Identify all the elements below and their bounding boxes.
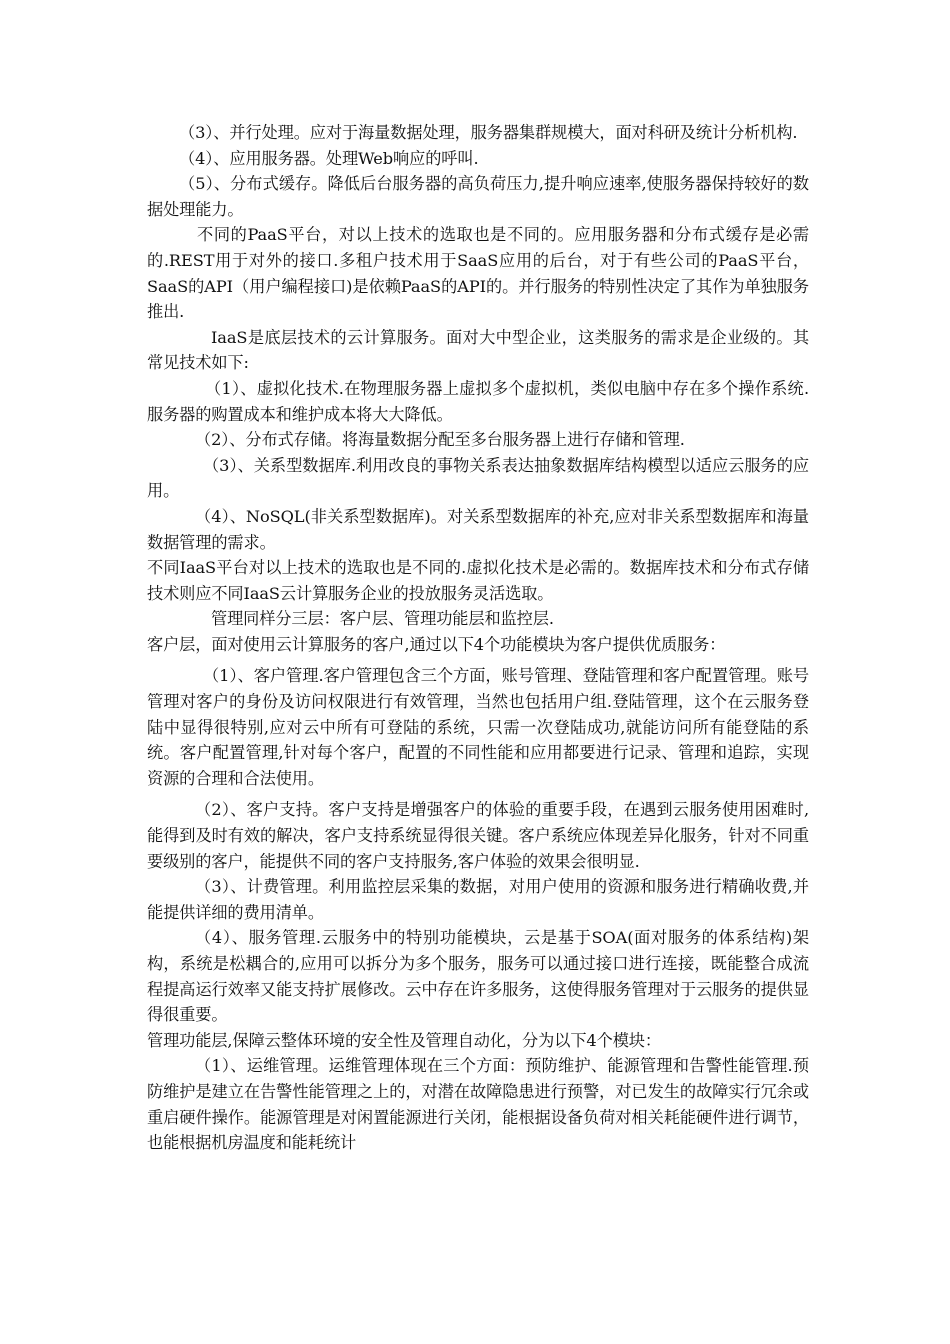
- paragraph: （2）、客户支持。客户支持是增强客户的体验的重要手段，在遇到云服务使用困难时,能得到及时有效的解决，客户支持系统显得很关键。客户系统应体现差异化服务，针对不同重要级别的客户，能提供不同的客户支持服务,客户体验的效果会很明显.: [147, 800, 809, 871]
- paragraph: （2）、分布式存储。将海量数据分配至多台服务器上进行存储和管理.: [195, 430, 685, 450]
- paragraph: （5）、分布式缓存。降低后台服务器的高负荷压力,提升响应速率,使服务器保持较好的数据处理能力。: [147, 174, 809, 219]
- document-body: [147, 120, 809, 1156]
- paragraph: （3）、计费管理。利用监控层采集的数据，对用户使用的资源和服务进行精确收费,并能提供详细的费用清单。: [147, 877, 809, 922]
- paragraph: 管理同样分三层：客户层、管理功能层和监控层.: [211, 609, 554, 629]
- paragraph: （3）、关系型数据库.利用改良的事物关系表达抽象数据库结构模型以适应云服务的应用。: [147, 455, 809, 501]
- paragraph: 管理功能层,保障云整体环境的安全性及管理自动化，分为以下4个模块：: [147, 1030, 661, 1050]
- paragraph: 不同IaaS平台对以上技术的选取也是不同的.虚拟化技术是必需的。数据库技术和分布式存储技术则应不同IaaS云计算服务企业的投放服务灵活选取。: [147, 558, 809, 603]
- paragraph: 客户层，面对使用云计算服务的客户,通过以下4个功能模块为客户提供优质服务：: [147, 634, 726, 654]
- paragraph: IaaS是底层技术的云计算服务。面对大中型企业，这类服务的需求是企业级的。其常见技术如下:: [147, 327, 809, 373]
- paragraph: 不同的PaaS平台，对以上技术的选取也是不同的。应用服务器和分布式缓存是必需的.REST用于对外的接口.多租户技术用于SaaS应用的后台，对于有些公司的PaaS平台，SaaS的API（用户编程接口)是依赖PaaS的API的。并行服务的特别性决定了其作为单独服务推出.: [147, 225, 809, 322]
- paragraph: （4）、应用服务器。处理Web响应的呼叫.: [179, 148, 479, 168]
- paragraph: （4）、NoSQL(非关系型数据库)。对关系型数据库的补充,应对非关系型数据库和海量数据管理的需求。: [147, 506, 809, 552]
- paragraph: （4）、服务管理.云服务中的特别功能模块，云是基于SOA(面对服务的体系结构)架构，系统是松耦合的,应用可以拆分为多个服务，服务可以通过接口进行连接，既能整合成流程提高运行效率又能支持扩展修改。云中存在许多服务，这使得服务管理对于云服务的提供显得很重要。: [147, 928, 809, 1025]
- paragraph: （3）、并行处理。应对于海量数据处理，服务器集群规模大，面对科研及统计分析机构.: [179, 123, 798, 142]
- paragraph: （1）、运维管理。运维管理体现在三个方面：预防维护、能源管理和告警性能管理.预防维护是建立在告警性能管理之上的，对潜在故障隐患进行预警，对已发生的故障实行冗余或重启硬件操作。能源管理是对闲置能源进行关闭，能根据设备负荷对相关耗能硬件进行调节，也能根据机房温度和能耗统计: [147, 1056, 809, 1153]
- paragraph: （1）、虚拟化技术.在物理服务器上虚拟多个虚拟机，类似电脑中存在多个操作系统.服务器的购置成本和维护成本将大大降低。: [147, 378, 809, 424]
- paragraph: （1）、客户管理.客户管理包含三个方面，账号管理、登陆管理和客户配置管理。账号管理对客户的身份及访问权限进行有效管理，当然也包括用户组.登陆管理，这个在云服务登陆中显得很特别,应对云中所有可登陆的系统，只需一次登陆成功,就能访问所有能登陆的系统。客户配置管理,针对每个客户，配置的不同性能和应用都要进行记录、管理和追踪，实现资源的合理和合法使用。: [147, 666, 809, 788]
